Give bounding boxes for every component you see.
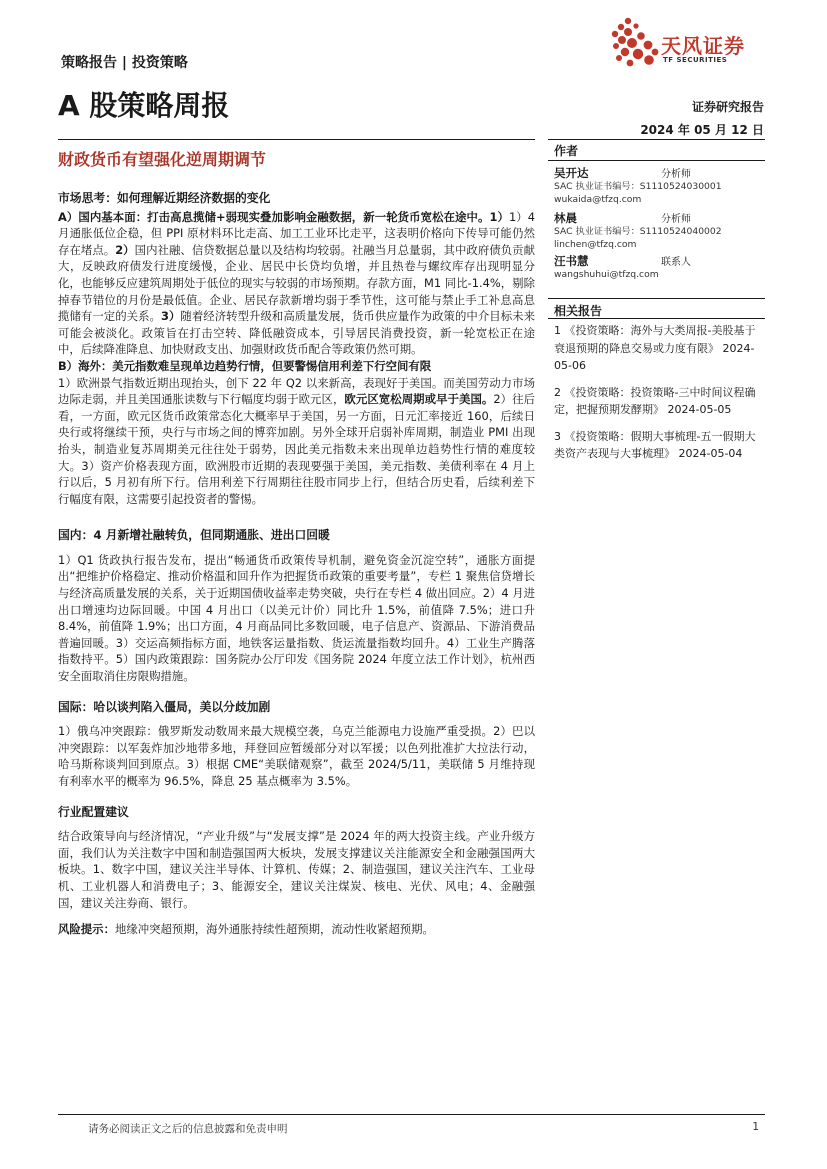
authors-divider <box>548 160 765 161</box>
related-report-item[interactable]: 1 《投资策略：海外与大类周报-美股基于衰退预期的降息交易或力度有限》 2024-05-06 <box>554 324 756 372</box>
author-cert: SAC 执业证书编号：S1110524040002 <box>554 226 722 237</box>
report-subtitle: 财政货币有望强化逆周期调节 <box>58 150 267 169</box>
footer-divider <box>58 1114 765 1115</box>
footer-disclaimer[interactable]: 请务必阅读正文之后的信息披露和免责申明 <box>88 1123 288 1135</box>
header-divider-main <box>58 139 535 140</box>
author-name: 林晨 <box>554 211 577 225</box>
related-reports-panel <box>554 302 764 319</box>
paragraph-domestic: 1）Q1 货政执行报告发布，提出“畅通货币政策传导机制，避免资金沉淀空转”，通胀方面提出“把维护价格稳定、推动价格温和回升作为把握货币政策的重要考量”，专栏 1 聚焦信贷增长与经济高质量发展的关系，关于近期国债收益率走势突破，央行在专栏 4 做出回应。2）4 月进出口增速均边际回暖。中国 4 月出口（以美元计价）同比升 1.5%，前值降 7.5%；进口升 8.4%，前值降 1.9%；出口方面，4 月商品同比多数回暖，电子信息产、资源品、下游消费品普遍回暖。3）交运高频指标方面，地铁客运量指数、货运流量指数均回升。4）工业生产腾落指数持平。5）国内政策跟踪：国务院办公厅印发《国务院 2024 年度立法工作计划》，杭州西安全面取消住房限购措施。 <box>58 552 535 684</box>
author-name: 汪书慧 <box>554 254 589 268</box>
paragraph-overseas-heading: B）海外：美元指数难呈现单边趋势行情，但要警惕信用利差下行空间有限 <box>58 358 432 373</box>
related-list <box>554 322 766 463</box>
logo-name: 天风证券 <box>661 34 745 58</box>
section-heading-international: 国际：哈以谈判陷入僵局，美以分歧加剧 <box>58 699 271 714</box>
report-category: 策略报告 | 投资策略 <box>61 55 188 71</box>
related-report-item[interactable]: 3 《投资策略：假期大事梳理-五一假期大类资产表现与大事梳理》 2024-05-04 <box>554 429 756 460</box>
related-report-item[interactable]: 2 《投资策略：投资策略-三中时间议程确定，把握预期发酵期》 2024-05-05 <box>554 385 756 416</box>
author-cert: SAC 执业证书编号：S1110524030001 <box>554 181 722 192</box>
related-heading: 相关报告 <box>554 304 603 318</box>
authors-heading: 作者 <box>554 144 579 158</box>
header-divider-side <box>548 139 765 140</box>
author-role: 分析师 <box>661 169 691 180</box>
related-divider-bottom <box>548 318 765 319</box>
section-heading-market: 市场思考：如何理解近期经济数据的变化 <box>58 191 271 205</box>
logo-english-name: TF SECURITIES <box>663 56 728 64</box>
paragraph-domestic-fundamentals: A）国内基本面：打击高息揽储+弱现实叠加影响金融数据，新一轮货币宽松在途中。1）1）4 月通胀低位企稳，但 PPI 原材料环比走高、加工工业环比走平，这表明价格向下传导可能仍然存在堵点。2）国内社融、信贷数据总量以及结构均较弱。社融当月总量弱，其中政府债负贡献大，反映政府债发行进度缓慢，企业、居民中长贷均负增，并且热卷与螺纹库存出现明显分化，也能够反应建筑周期处于低位的现实与较弱的市场预期。存款方面，M1 同比-1.4%，剔除掉春节错位的月份是最低值。企业、居民存款新增均弱于季节性，这可能与禁止手工补息高息揽储有一定的关系。3）随着经济转型升级和高质量发展，货币供应量作为政策的中介目标未来可能会被淡化。政策旨在打击空转、降低融资成本，引导居民消费投资，新一轮宽松正在途中，后续降准降息、加快财政支出、加强财政货币配合等政策仍然可期。 <box>58 209 535 357</box>
section-heading-industry: 行业配置建议 <box>58 804 129 819</box>
section-heading-domestic: 国内：4 月新增社融转负，但同期通胀、进出口回暖 <box>58 528 330 543</box>
report-date: 2024 年 05 月 12 日 <box>640 123 764 137</box>
author-role: 分析师 <box>661 214 691 225</box>
paragraph-overseas: 1）欧洲景气指数近期出现抬头，创下 22 年 Q2 以来新高，表现好于美国。而美国劳动力市场边际走弱，并且美国通胀读数与下行幅度均弱于欧元区，欧元区宽松周期或早于美国。2）往后看，一方面，欧元区货币政策常态化大概率早于美国，另一方面，日元汇率接近 160，后续日央行或将继续干预，央行与市场之间的博弈加剧。另外全球开启弱补库周期，制造业 PMI 出现抬头，制造业复苏周期美元往往处于弱势，因此美元指数未来出现单边趋势性行情的难度较大。3）资产价格表现方面，欧洲股市近期的表现要强于美国，美元指数、美债利率在 4 月上行以后，5 月初有所下行。信用利差下行周期往往股市同步上行，但结合历史看，后续利差下行幅度有限，这需要引起投资者的警惕。 <box>58 375 535 506</box>
author-email[interactable]: linchen@tfzq.com <box>554 239 637 250</box>
authors-panel <box>554 142 764 159</box>
author-name: 吴开达 <box>554 166 589 180</box>
author-email[interactable]: wukaida@tfzq.com <box>554 194 642 205</box>
report-body <box>58 190 535 938</box>
paragraph-industry: 结合政策导向与经济情况，“产业升级”与“发展支撑”是 2024 年的两大投资主线。产业升级方面，我们认为关注数字中国和制造强国两大板块，发展支撑建议关注能源安全和金融强国两大板块。1、数字中国，建议关注半导体、计算机、传媒；2、制造强国，建议关注汽车、工业母机、工业机器人和消费电子；3、能源安全，建议关注煤炭、核电、光伏、风电；4、金融强国，建议关注券商、银行。 <box>58 829 535 910</box>
page-title: A 股策略周报 <box>58 89 230 122</box>
paragraph-international: 1）俄乌冲突跟踪：俄罗斯发动数周来最大规模空袭，乌克兰能源电力设施严重受损。2）巴以冲突跟踪：以军轰炸加沙地带多地，拜登回应暂缓部分对以军援；以色列批准扩大拉法行动，哈马斯称谈判回到原点。3）根据 CME“美联储观察”，截至 2024/5/11，美联储 5 月维持现有利率水平的概率为 96.5%，降息 25 基点概率为 3.5%。 <box>58 724 535 788</box>
author-role: 联系人 <box>661 257 691 268</box>
report-type: 证券研究报告 <box>691 100 764 114</box>
related-divider-top <box>548 298 765 299</box>
author-3 <box>554 253 764 281</box>
author-1 <box>554 165 764 206</box>
author-2 <box>554 210 764 251</box>
author-email[interactable]: wangshuhui@tfzq.com <box>554 269 659 280</box>
risk-warning: 风险提示：地缘冲突超预期，海外通胀持续性超预期，流动性收紧超预期。 <box>58 922 434 937</box>
page-number: 1 <box>752 1121 759 1133</box>
